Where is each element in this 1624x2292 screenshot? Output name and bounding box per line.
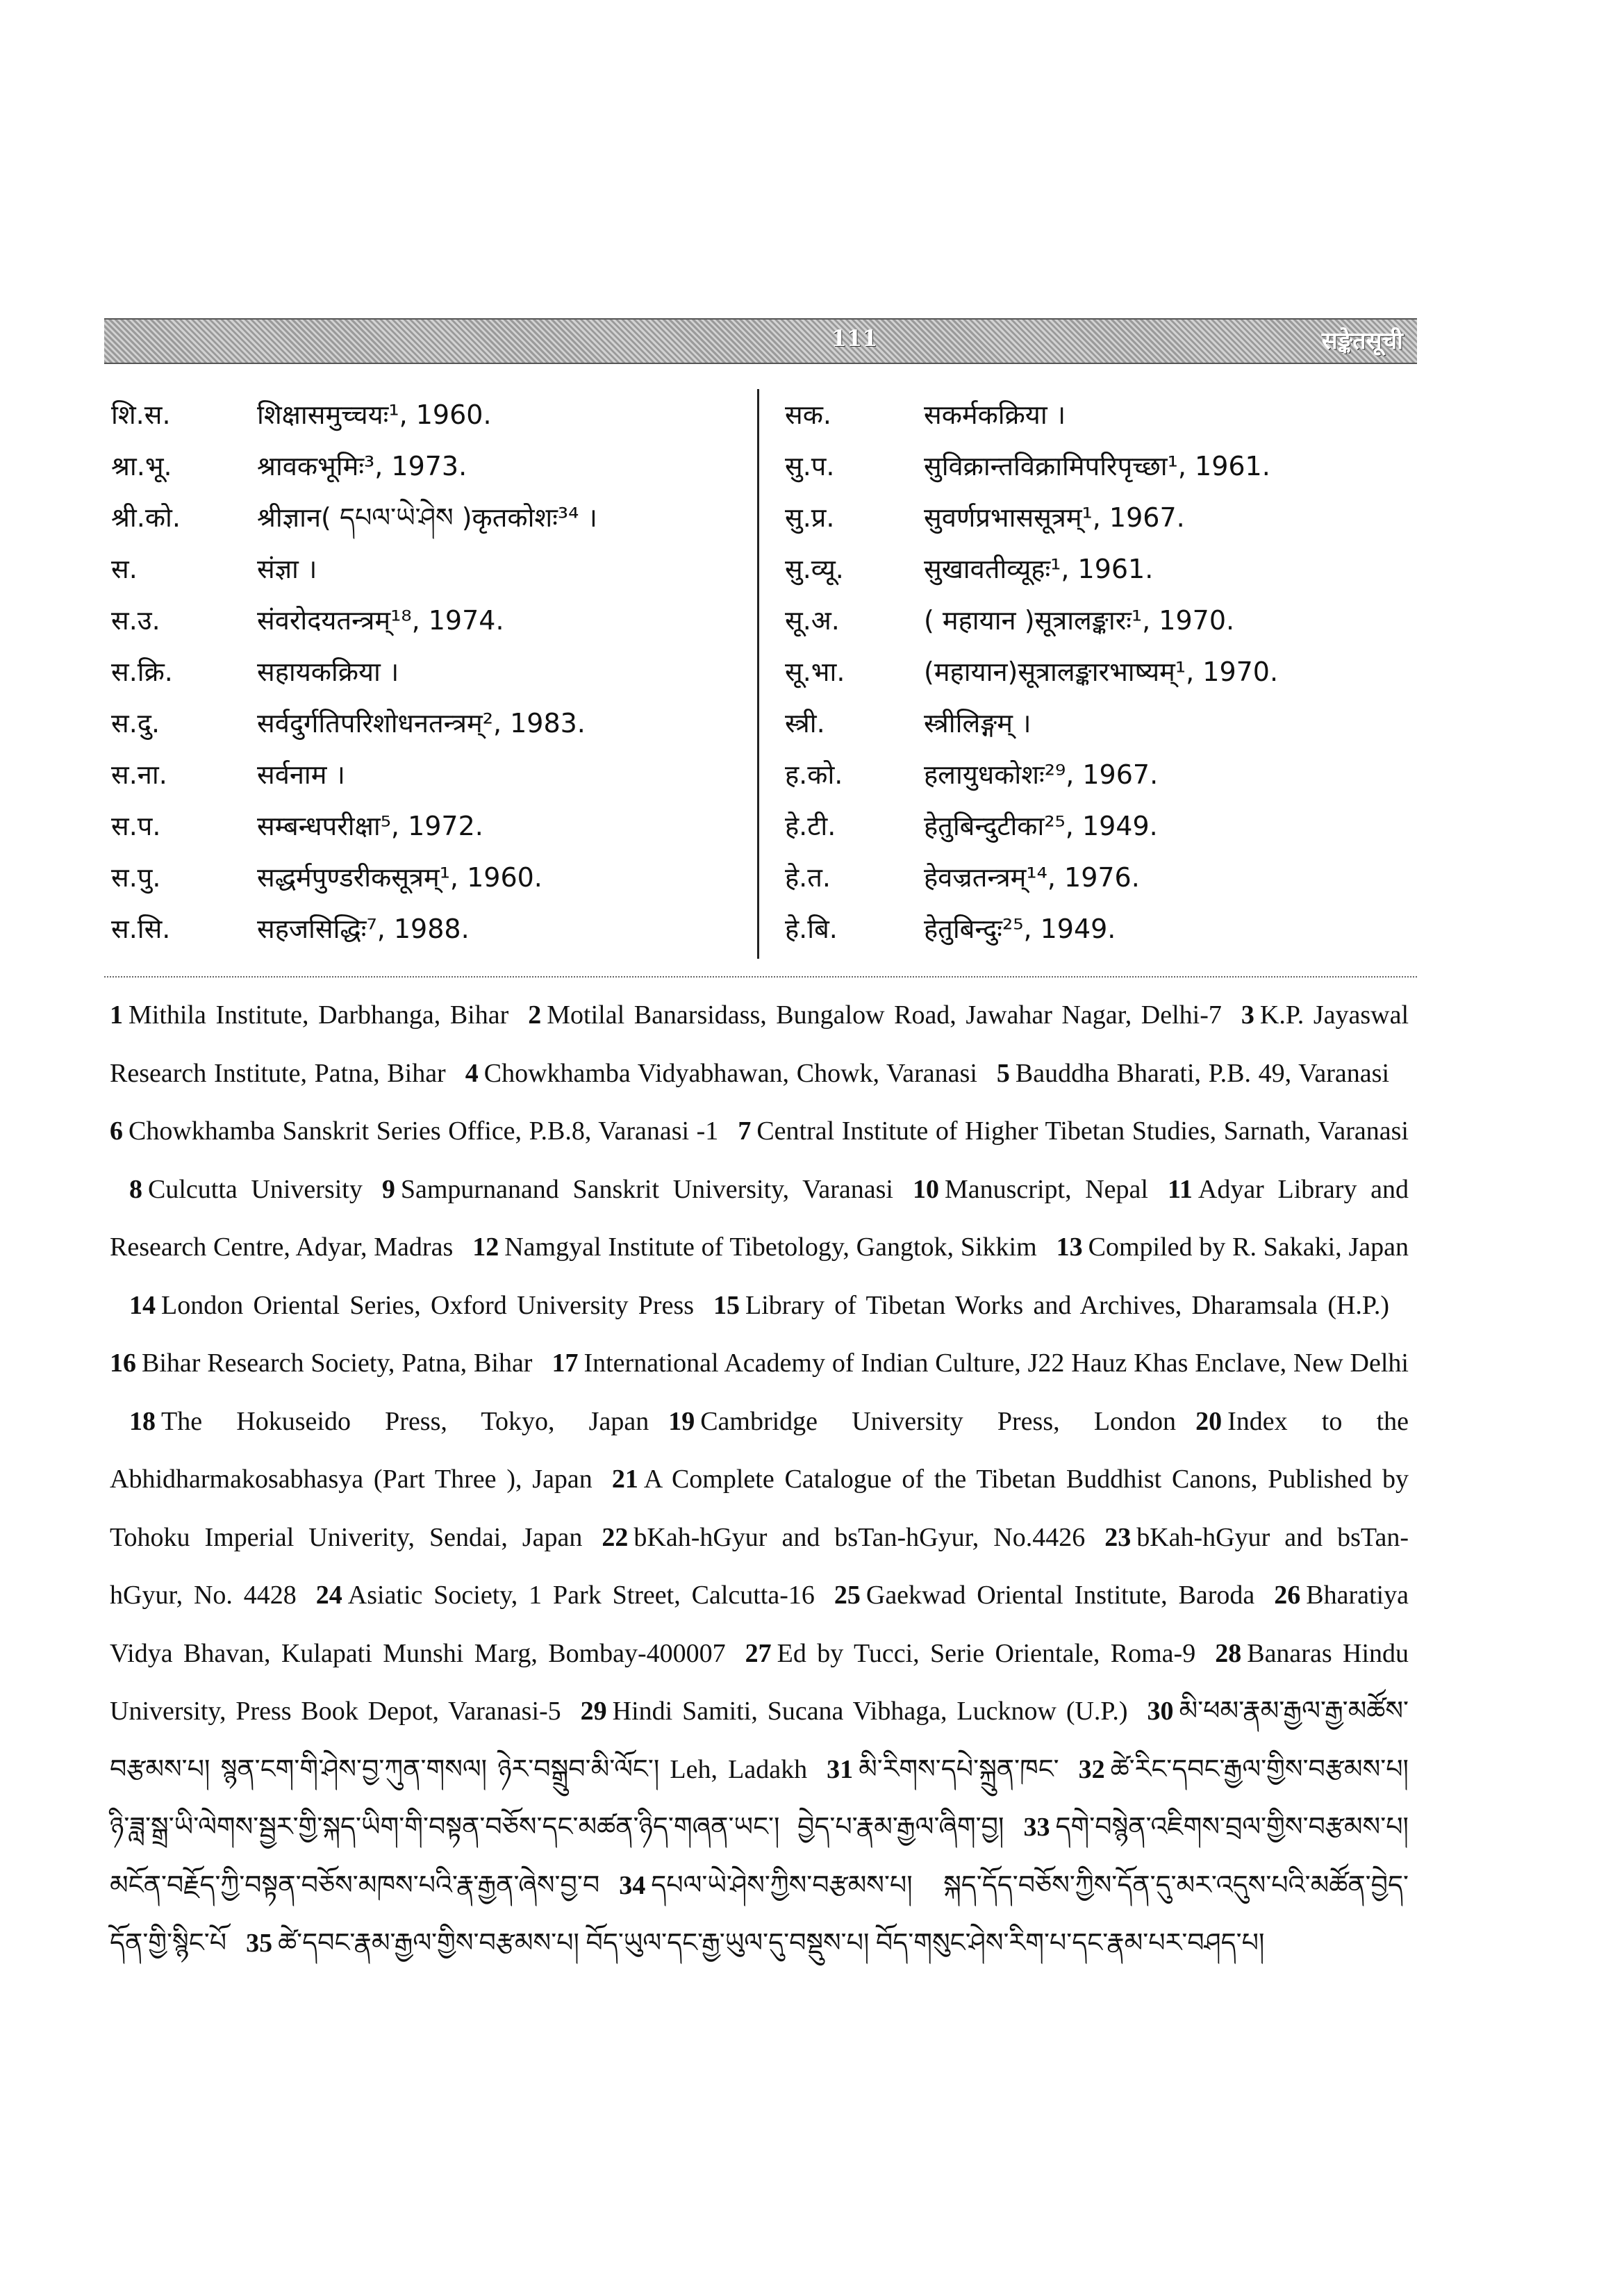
abbreviation: हे.त. <box>785 862 831 893</box>
footnote-6 <box>110 1116 718 1146</box>
footnote-text: མི་ཕམ་རྣམ་རྒྱལ་རྒྱ་མཚོས་བརྩམས་པ། སྙན་ངག་གི་ཤེས་བྱ་ཀུན་གསལ། ཉེར་བསྒྲུབ་མི་ལོང་། Leh, Ladakh <box>110 1697 1409 1784</box>
footnote-number: 32 <box>1078 1754 1105 1784</box>
abbreviation: सु.प. <box>785 451 835 481</box>
footnote-number: 15 <box>713 1290 740 1320</box>
abbreviation: स.प. <box>111 811 161 841</box>
footnote-text: Banaras Hindu University, Press Book Depot, Varanasi-5 <box>110 1638 1409 1726</box>
footnote-number: 1 <box>110 1000 123 1030</box>
abbreviation-entry <box>785 389 1424 440</box>
abbreviation: सु.व्यू. <box>785 554 844 584</box>
abbreviation-entry <box>111 852 736 903</box>
footnote-27 <box>745 1639 1196 1668</box>
abbreviation-list-left <box>111 389 736 955</box>
abbreviation: स. <box>111 554 138 584</box>
footnote-number: 3 <box>1241 1000 1254 1030</box>
footnote-17 <box>552 1349 1409 1378</box>
abbreviation-expansion: स्त्रीलिङ्गम् । <box>924 708 1031 739</box>
abbreviation-expansion: हेवज्रतन्त्रम्¹⁴, 1976. <box>924 862 1140 893</box>
separator-rule <box>104 976 1417 978</box>
abbreviation-expansion: हलायुधकोशः²⁹, 1967. <box>924 759 1159 790</box>
footnote-text: Adyar Library and Research Centre, Adyar, Madras <box>110 1174 1409 1262</box>
footnote-number: 9 <box>381 1174 395 1204</box>
footnote-4 <box>465 1059 977 1088</box>
abbreviation: शि.स. <box>111 399 171 430</box>
abbreviation: ह.को. <box>785 759 843 790</box>
abbreviation-entry <box>111 595 736 646</box>
abbreviation: श्रा.भू. <box>111 451 172 481</box>
footnote-number: 7 <box>738 1116 752 1146</box>
abbreviation: स.पु. <box>111 862 161 893</box>
abbreviation-entry <box>785 543 1424 595</box>
footnote-19 <box>668 1407 1176 1436</box>
footnote-number: 12 <box>472 1232 499 1262</box>
footnote-text: Chowkhamba Vidyabhawan, Chowk, Varanasi <box>483 1058 977 1088</box>
abbreviation: सू.भा. <box>785 657 845 687</box>
abbreviation-expansion: हेतुबिन्दुटीका²⁵, 1949. <box>924 811 1158 841</box>
abbreviation-entry <box>111 698 736 749</box>
footnote-number: 27 <box>745 1638 772 1668</box>
abbreviation: स.दु. <box>111 708 160 739</box>
footnote-number: 25 <box>834 1581 861 1610</box>
abbreviation-expansion: सकर्मकक्रिया । <box>924 399 1066 430</box>
abbreviation-entry <box>111 389 736 440</box>
footnote-number: 28 <box>1215 1638 1242 1668</box>
abbreviation: सू.अ. <box>785 605 840 636</box>
abbreviation: स.ना. <box>111 759 167 790</box>
footnote-number: 11 <box>1167 1174 1193 1204</box>
footnote-number: 33 <box>1023 1813 1050 1842</box>
footnote-14 <box>129 1291 694 1320</box>
abbreviation: स्त्री. <box>785 708 825 739</box>
footnote-number: 17 <box>552 1349 579 1378</box>
footnote-text: Index to the Abhidharmakosabhasya (Part Three ), Japan <box>110 1406 1409 1494</box>
footnote-text: Motilal Banarsidass, Bungalow Road, Jawahar Nagar, Delhi-7 <box>547 1000 1222 1030</box>
footnote-number: 8 <box>129 1174 142 1204</box>
footnote-text: Gaekwad Oriental Institute, Baroda <box>865 1581 1255 1610</box>
abbreviation-expansion: सहायकक्रिया । <box>257 657 399 687</box>
footnote-8 <box>129 1175 363 1204</box>
footnote-text: K.P. Jayaswal Research Institute, Patna, Bihar <box>110 1000 1409 1088</box>
abbreviation-expansion: सुवर्णप्रभाससूत्रम्¹, 1967. <box>924 502 1185 533</box>
footnote-7 <box>738 1116 1409 1146</box>
footnote-9 <box>382 1175 893 1204</box>
footnote-text: Hindi Samiti, Sucana Vibhaga, Lucknow (U.P.) <box>612 1697 1128 1726</box>
footnote-15 <box>713 1291 1389 1320</box>
footnote-text: bKah-hGyur and bsTan-hGyur, No.4426 <box>633 1522 1086 1552</box>
footnote-number: 24 <box>315 1581 342 1610</box>
footnote-text: Ed by Tucci, Serie Orientale, Roma-9 <box>777 1638 1196 1668</box>
abbreviation-entry <box>111 800 736 852</box>
footnote-number: 13 <box>1056 1232 1083 1262</box>
abbreviation: स.उ. <box>111 605 160 636</box>
footnote-text: Compiled by R. Sakaki, Japan <box>1088 1232 1409 1262</box>
footnote-text: Bauddha Bharati, P.B. 49, Varanasi <box>1015 1058 1389 1088</box>
footnote-number: 5 <box>996 1058 1010 1088</box>
footnote-10 <box>913 1175 1148 1204</box>
footnote-2 <box>528 1000 1222 1030</box>
abbreviation-expansion: सहजसिद्धिः⁷, 1988. <box>257 914 470 944</box>
footnote-text: Namgyal Institute of Tibetology, Gangtok, Sikkim <box>504 1232 1037 1262</box>
abbreviation-entry <box>785 903 1424 955</box>
abbreviation: स.क्रि. <box>111 657 173 687</box>
abbreviation-entry <box>785 492 1424 543</box>
footnote-number: 19 <box>668 1406 695 1436</box>
abbreviation-entry <box>111 903 736 955</box>
footnote-13 <box>1057 1232 1409 1262</box>
footnote-number: 10 <box>912 1174 939 1204</box>
column-divider <box>757 389 759 959</box>
footnote-text: Cambridge University Press, London <box>700 1406 1177 1436</box>
footnote-31 <box>827 1755 1059 1784</box>
abbreviation-entry <box>785 749 1424 800</box>
abbreviation-expansion: सम्बन्धपरीक्षा⁵, 1972. <box>257 811 483 841</box>
abbreviation-expansion: सुखावतीव्यूहः¹, 1961. <box>924 554 1154 584</box>
abbreviation-entry <box>111 749 736 800</box>
footnote-text: Manuscript, Nepal <box>944 1174 1148 1204</box>
abbreviation-expansion: सर्वदुर्गतिपरिशोधनतन्त्रम्², 1983. <box>257 708 586 739</box>
footnote-text: Chowkhamba Sanskrit Series Office, P.B.8, Varanasi -1 <box>129 1116 719 1146</box>
abbreviation-expansion: श्रीज्ञान( དཔལ་ཡེ་ཤེས )कृतकोशः³⁴ । <box>257 502 597 533</box>
footnote-text: ཚེ་དབང་རྣམ་རྒྱལ་གྱིས་བརྩམས་པ། བོད་ཡུལ་དང་རྒྱ་ཡུལ་དུ་བསྡུས་པ། བོད་གསུང་ཤེས་རིག་པ་དང་རྣམ་པར་བཤད་པ། <box>278 1929 1265 1958</box>
abbreviation-entry <box>785 800 1424 852</box>
footnote-12 <box>472 1232 1036 1262</box>
abbreviation-expansion: सुविक्रान्तविक्रामिपरिपृच्छा¹, 1961. <box>924 451 1270 481</box>
abbreviation-expansion: सद्धर्मपुण्डरीकसूत्रम्¹, 1960. <box>257 862 542 893</box>
footnote-text: Bihar Research Society, Patna, Bihar <box>142 1349 533 1378</box>
abbreviation-expansion: संवरोदयतन्त्रम्¹⁸, 1974. <box>257 605 504 636</box>
footnote-text: Sampurnanand Sanskrit University, Varanasi <box>400 1174 893 1204</box>
abbreviation-entry <box>785 595 1424 646</box>
abbreviation: सक. <box>785 399 831 430</box>
footnote-number: 22 <box>602 1522 629 1552</box>
footnote-text: Mithila Institute, Darbhanga, Bihar <box>129 1000 509 1030</box>
footnote-text: མི་རིགས་དཔེ་སྐྲུན་ཁང་ <box>859 1754 1059 1784</box>
footnote-18 <box>129 1407 649 1436</box>
footnote-text: དགེ་བསྙེན་འཇིགས་བྲལ་གྱིས་བརྩམས་པ། མངོན་བརྗོད་ཀྱི་བསྟན་བཅོས་མཁས་པའི་རྣ་རྒྱན་ཞེས་བྱ་བ <box>110 1813 1409 1900</box>
footnote-35 <box>246 1929 1264 1958</box>
footnote-text: London Oriental Series, Oxford University Press <box>161 1290 695 1320</box>
footnote-text: Culcutta University <box>148 1174 363 1204</box>
footnote-25 <box>834 1581 1254 1610</box>
footnote-text: ཚེ་རིང་དབང་རྒྱལ་གྱིས་བརྩམས་པ། ཉི་ཟླ་སྒྲ་ཡི་ལེགས་སྦྱར་གྱི་སྐད་ཡིག་གི་བསྟན་བཅོས་དང་མཚན་ཉིད་གཞན་ཡང་། བྱེད་པ་རྣམ་རྒྱལ་ཞིག་བྱ། <box>110 1754 1409 1842</box>
footnote-number: 30 <box>1147 1697 1174 1726</box>
footnote-text: A Complete Catalogue of the Tibetan Buddhist Canons, Published by Tohoku Imperial Univerity, Sendai, Japan <box>110 1465 1409 1552</box>
footnote-text: International Academy of Indian Culture, J22 Hauz Khas Enclave, New Delhi <box>583 1349 1409 1378</box>
abbreviation-entry <box>111 543 736 595</box>
footnote-number: 6 <box>110 1116 123 1146</box>
footnote-number: 35 <box>246 1929 273 1958</box>
footnote-number: 34 <box>619 1870 646 1900</box>
footnote-number: 21 <box>611 1465 638 1494</box>
footnote-5 <box>997 1059 1389 1088</box>
page-number: 111 <box>831 325 878 352</box>
abbreviation: सु.प्र. <box>785 502 835 533</box>
footnote-text: Asiatic Society, 1 Park Street, Calcutta-16 <box>347 1581 815 1610</box>
footnote-number: 29 <box>580 1697 607 1726</box>
footnote-number: 18 <box>129 1406 156 1436</box>
abbreviation: श्री.को. <box>111 502 181 533</box>
footnote-number: 20 <box>1195 1406 1223 1436</box>
abbreviation-entry <box>785 646 1424 698</box>
abbreviation-expansion: संज्ञा । <box>257 554 317 584</box>
running-header <box>104 318 1417 364</box>
footnote-text: Bharatiya Vidya Bhavan, Kulapati Munshi Marg, Bombay-400007 <box>110 1581 1409 1668</box>
abbreviation-entry <box>785 698 1424 749</box>
footnote-text: Central Institute of Higher Tibetan Studies, Sarnath, Varanasi <box>756 1116 1409 1146</box>
publisher-footnotes <box>110 987 1409 1973</box>
abbreviation: हे.बि. <box>785 914 838 944</box>
abbreviation-list-right <box>785 389 1424 955</box>
abbreviation-expansion: श्रावकभूमिः³, 1973. <box>257 451 467 481</box>
footnote-text: Library of Tibetan Works and Archives, Dharamsala (H.P.) <box>745 1290 1389 1320</box>
footnote-24 <box>316 1581 815 1610</box>
abbreviation-expansion: शिक्षासमुच्चयः¹, 1960. <box>257 399 492 430</box>
running-header-title: सङ्केतसूची <box>1321 327 1403 355</box>
footnote-text: The Hokuseido Press, Tokyo, Japan <box>161 1406 649 1436</box>
footnote-text: དཔལ་ཡེ་ཤེས་ཀྱིས་བརྩམས་པ། སྐད་དོད་བཅོས་ཀྱིས་དོན་དུ་མར་འདུས་པའི་མཚོན་བྱེད་དོན་གྱི་སྙིང་པོ <box>110 1870 1409 1958</box>
abbreviation: हे.टी. <box>785 811 836 841</box>
abbreviation: स.सि. <box>111 914 171 944</box>
abbreviation-expansion: हेतुबिन्दुः²⁵, 1949. <box>924 914 1116 944</box>
abbreviation-expansion: सर्वनाम । <box>257 759 345 790</box>
abbreviation-entry <box>111 646 736 698</box>
footnote-text: bKah-hGyur and bsTan-hGyur, No. 4428 <box>110 1522 1409 1610</box>
footnote-number: 16 <box>110 1349 136 1378</box>
abbreviation-entry <box>785 852 1424 903</box>
footnote-number: 2 <box>528 1000 542 1030</box>
footnote-number: 14 <box>129 1290 156 1320</box>
footnote-number: 26 <box>1274 1581 1301 1610</box>
footnote-16 <box>110 1349 532 1378</box>
abbreviation-entry <box>111 440 736 492</box>
footnote-22 <box>602 1523 1085 1552</box>
footnote-1 <box>110 1000 508 1030</box>
abbreviation-entry <box>785 440 1424 492</box>
abbreviation-entry <box>111 492 736 543</box>
abbreviation-expansion: (महायान)सूत्रालङ्कारभाष्यम्¹, 1970. <box>924 657 1279 687</box>
footnote-number: 23 <box>1104 1522 1132 1552</box>
footnote-number: 31 <box>827 1754 854 1784</box>
footnote-29 <box>581 1697 1128 1726</box>
footnote-number: 4 <box>465 1058 479 1088</box>
abbreviation-expansion: ( महायान )सूत्रालङ्कारः¹, 1970. <box>924 605 1235 636</box>
